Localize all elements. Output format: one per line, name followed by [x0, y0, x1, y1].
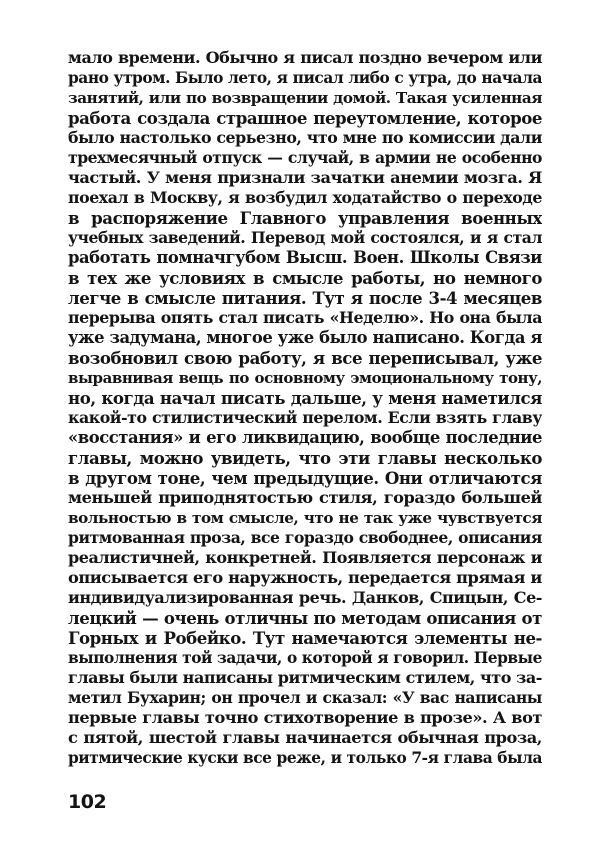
text-line: индивидуализированная речь. Данков, Спицын, Се- [68, 588, 542, 607]
text-line: частый. У меня признали зачатки анемии мозга. Я [68, 168, 542, 187]
text-line: трехмесячный отпуск — случай, в армии не особенно [68, 148, 542, 167]
text-line: с пятой, шестой главы начинается обычная проза, [68, 728, 542, 747]
page-number: 102 [68, 791, 107, 813]
text-line: в распоряжение Главного управления военных [68, 208, 542, 228]
text-line: ритмические куски все реже, и только 7-я глава была [68, 749, 542, 767]
text-line: работать помначгубом Высш. Воен. Школы Связи [68, 248, 542, 267]
text-line: легче в смысле питания. Тут я после 3-4 месяцев [68, 288, 542, 308]
text-line: ритмованная проза, все гораздо свободнее, описания [68, 528, 542, 547]
text-line: мало времени. Обычно я писал поздно вечером или [68, 48, 542, 67]
text-line: рано утром. Было лето, я писал либо с утра, до начала [68, 69, 542, 87]
text-line: первые главы точно стихотворение в прозе». А вот [68, 708, 542, 727]
text-line: возобновил свою работу, я все переписывал, уже [68, 348, 542, 368]
text-line: реалистичней, конкретней. Появляется персонаж и [68, 548, 542, 567]
text-line: главы, можно увидеть, что эти главы несколько [68, 448, 542, 468]
text-line: «восстания» и его ликвидацию, вообще последние [68, 428, 542, 447]
text-line: выполнения той задачи, о которой я говорил. Первые [68, 649, 542, 667]
text-line: в другом тоне, чем предыдущие. Они отличаются [68, 468, 542, 488]
text-line: описывается его наружность, передается прямая и [68, 568, 542, 587]
text-line: занятий, или по возвращении домой. Такая усиленная [68, 89, 542, 107]
text-line: учебных заведений. Перевод мой состоялся, и я стал [68, 228, 542, 247]
text-line: работа создала страшное переутомление, которое [68, 108, 542, 128]
text-line: было настолько серьезно, что мне по комиссии дали [68, 128, 542, 147]
text-line: метил Бухарин; он прочел и сказал: «У вас написаны [68, 688, 542, 707]
text-line: поехал в Москву, я возбудил ходатайство о переходе [68, 188, 542, 207]
text-line: Горных и Робейко. Тут намечаются элементы не- [68, 628, 542, 648]
text-line: лецкий — очень отличны по методам описания от [68, 608, 542, 628]
text-line: перерыва опять стал писать «Неделю». Но она была [68, 308, 542, 327]
text-line: какой-то стилистический перелом. Если взять главу [68, 408, 542, 427]
text-line: уже задумана, многое уже было написано. Когда я [68, 328, 542, 347]
text-line: главы были написаны ритмическим стилем, что за- [68, 668, 542, 687]
text-line: меньшей приподнятостью стиля, гораздо большей [68, 488, 542, 507]
text-line: вольностью в том смысле, что не так уже чувствуется [68, 509, 542, 527]
text-line: выравнивая вещь по основному эмоциональному тону, [68, 369, 542, 387]
text-line: но, когда начал писать дальше, у меня наметился [68, 388, 542, 408]
text-line: в тех же условиях в смысле работы, но немного [68, 268, 542, 288]
body-text [68, 48, 542, 768]
